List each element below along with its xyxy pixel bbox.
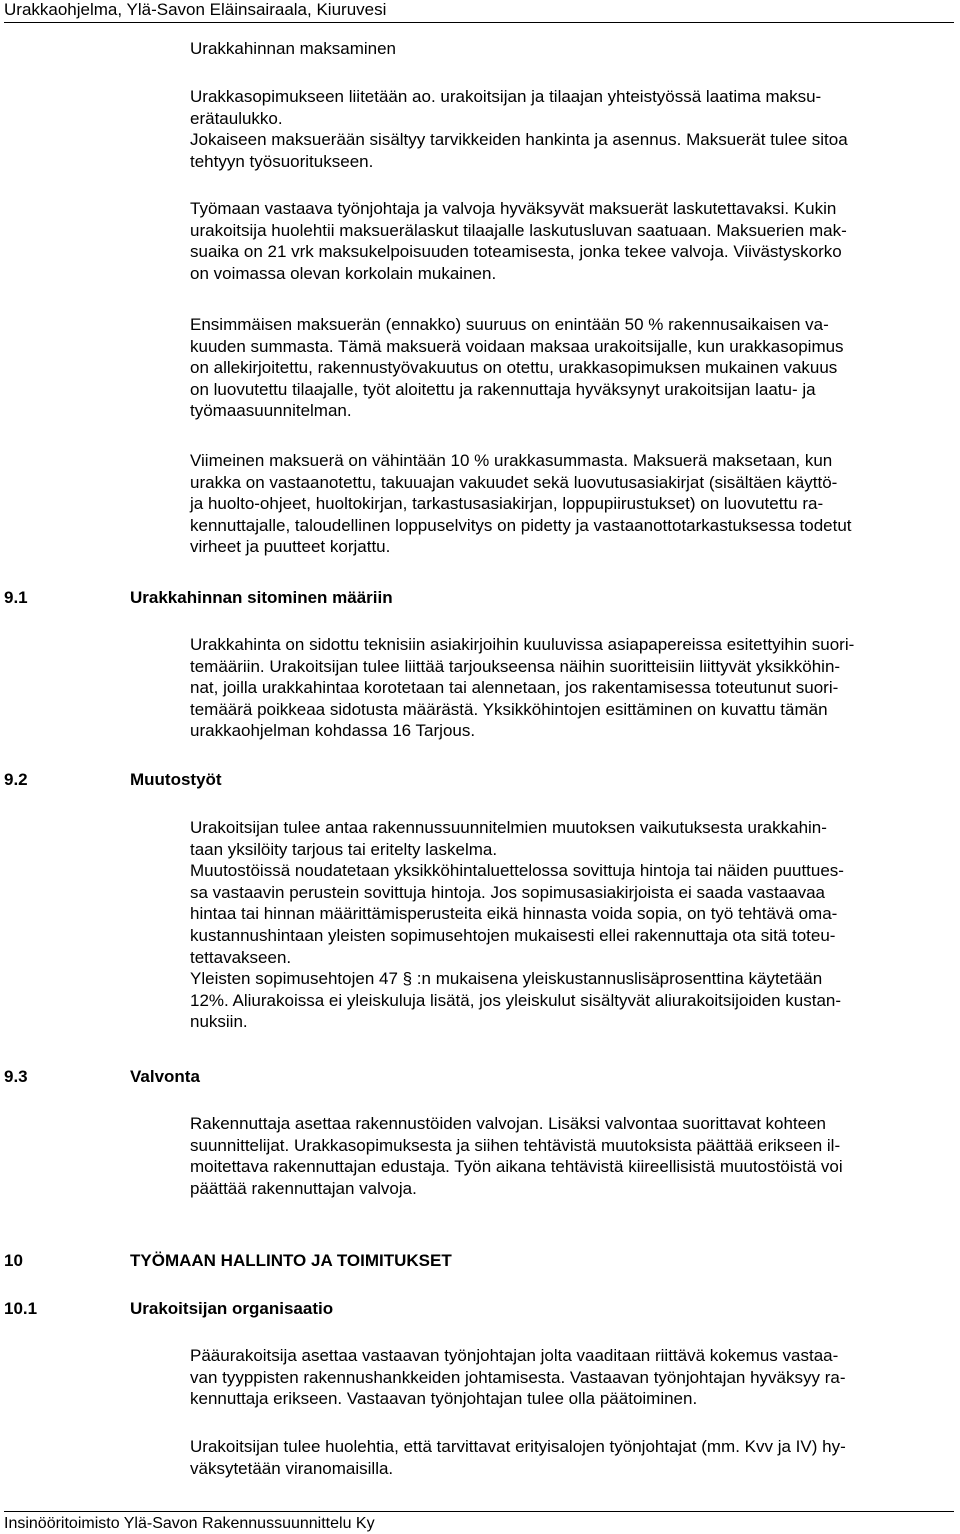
section-10-number: 10 — [4, 1251, 23, 1270]
section-10-1-paragraph-2: Urakoitsijan tulee huolehtia, että tarvittavat erityisalojen työnjohtajat (mm. Kvv ja IV) hy- väksytetään viranomaisilla. — [190, 1437, 846, 1478]
intro-paragraph-3: Ensimmäisen maksuerän (ennakko) suuruus on enintään 50 % rakennusaikaisen va- kuuden summasta. Tämä maksuerä voidaan maksaa urakoitsijalle, kun urakkasopimus on allekirjoitettu, rakennustyövakuutus on otettu, urakkasopimuksen mukainen vakuus on luovutettu tilaajalle, työt aloitettu ja rakennuttaja hyväksynyt urakoitsijan laatu- ja työmaasuunnitelman. — [190, 315, 844, 421]
section-9-3-number: 9.3 — [4, 1067, 28, 1086]
section-10-title: TYÖMAAN HALLINTO JA TOIMITUKSET — [130, 1251, 452, 1270]
intro-paragraph-2: Työmaan vastaava työnjohtaja ja valvoja hyväksyvät maksuerät laskutettavaksi. Kukin urakoitsija huolehtii maksuerälaskut tilaajalle laskutusluvan saatuaan. Maksuerien mak- suaika on 21 vrk maksukelpoisuuden toteamisesta, jonka tekee valvoja. Viivästyskorko on voimassa olevan korkolain mukainen. — [190, 199, 847, 283]
section-10-1-title: Urakoitsijan organisaatio — [130, 1299, 334, 1318]
page-header: Urakkaohjelma, Ylä-Savon Eläinsairaala, Kiuruvesi — [4, 0, 954, 23]
section-9-3-title: Valvonta — [130, 1067, 200, 1086]
intro-paragraph-4: Viimeinen maksuerä on vähintään 10 % urakkasummasta. Maksuerä maksetaan, kun urakka on vastaanotettu, takuuajan vakuudet sekä luovutusasiakirjat (sisältäen käyttö- ja huolto-ohjeet, huoltokirjan, tarkastusasiakirjan, loppupiirustukset) on luovutettu ra- kennuttajalle, taloudellinen loppuselvitys on pidetty ja vastaanottotarkastuksessa todetut virheet ja puutteet korjattu. — [190, 451, 852, 557]
intro-heading: Urakkahinnan maksaminen — [190, 39, 396, 58]
section-9-1-number: 9.1 — [4, 588, 28, 607]
intro-paragraph-1: Urakkasopimukseen liitetään ao. urakoitsijan ja tilaajan yhteistyössä laatima maksu- erätaulukko. Jokaiseen maksuerään sisältyy tarvikkeiden hankinta ja asennus. Maksuerät tulee sitoa tehtyyn työsuoritukseen. — [190, 87, 848, 171]
page-footer: Insinööritoimisto Ylä-Savon Rakennussuunnittelu Ky — [4, 1511, 954, 1534]
section-10-1-number: 10.1 — [4, 1299, 38, 1318]
section-9-2-title: Muutostyöt — [130, 770, 222, 789]
section-9-2-number: 9.2 — [4, 770, 28, 789]
section-9-1-title: Urakkahinnan sitominen määriin — [130, 588, 393, 607]
section-9-1-paragraph: Urakkahinta on sidottu teknisiin asiakirjoihin kuuluvissa asiapapereissa esitettyihin suori- temääriin. Urakoitsijan tulee liittää tarjoukseensa näihin suoritteisiin liittyvät yksikköhin- nat, joilla urakkahintaa korotetaan tai alennetaan, jos rakentamisessa toteutunut suori- temäärä poikkeaa sidotusta määrästä. Yksikköhintojen esittäminen on kuvattu tämän urakkaohjelman kohdassa 16 Tarjous. — [190, 635, 855, 741]
section-10-1-paragraph-1: Pääurakoitsija asettaa vastaavan työnjohtajan jolta vaaditaan riittävä kokemus vastaa- van tyyppisten rakennushankkeiden johtamisesta. Vastaavan työnjohtajan hyväksyy ra- kennuttaja erikseen. Vastaavan työnjohtajan tulee olla päätoiminen. — [190, 1346, 846, 1409]
section-9-3-paragraph: Rakennuttaja asettaa rakennustöiden valvojan. Lisäksi valvontaa suorittavat kohteen suunnittelijat. Urakkasopimuksesta ja siihen tehtävistä muutoksista päättää erikseen il- moitettava rakennuttajan edustaja. Työn aikana tehtävistä kiireellisistä muutostöistä voi päättää rakennuttajan valvoja. — [190, 1114, 843, 1198]
section-9-2-paragraph: Urakoitsijan tulee antaa rakennussuunnitelmien muutoksen vaikutuksesta urakkahin- taan yksilöity tarjous tai eritelty laskelma. Muutostöissä noudatetaan yksikköhintaluettelossa sovittuja hintoja tai näiden puuttues- sa vastaavin perustein sovittuja hintoja. Jos sopimusasiakirjoista ei saada vastaavaa hintaa tai hinnan määrittämisperusteita eikä hinnasta voida sopia, on työ tehtävä oma- kustannushintaan yleisten sopimusehtojen mukaisesti ellei rakennuttaja ota sitä toteu- tettavakseen. Yleisten sopimusehtojen 47 § :n mukaisena yleiskustannuslisäprosenttina käytetään 12%. Aliurakoissa ei yleiskuluja lisätä, jos yleiskulut sisältyvät aliurakoitsijoiden kustan- nuksiin. — [190, 818, 844, 1032]
